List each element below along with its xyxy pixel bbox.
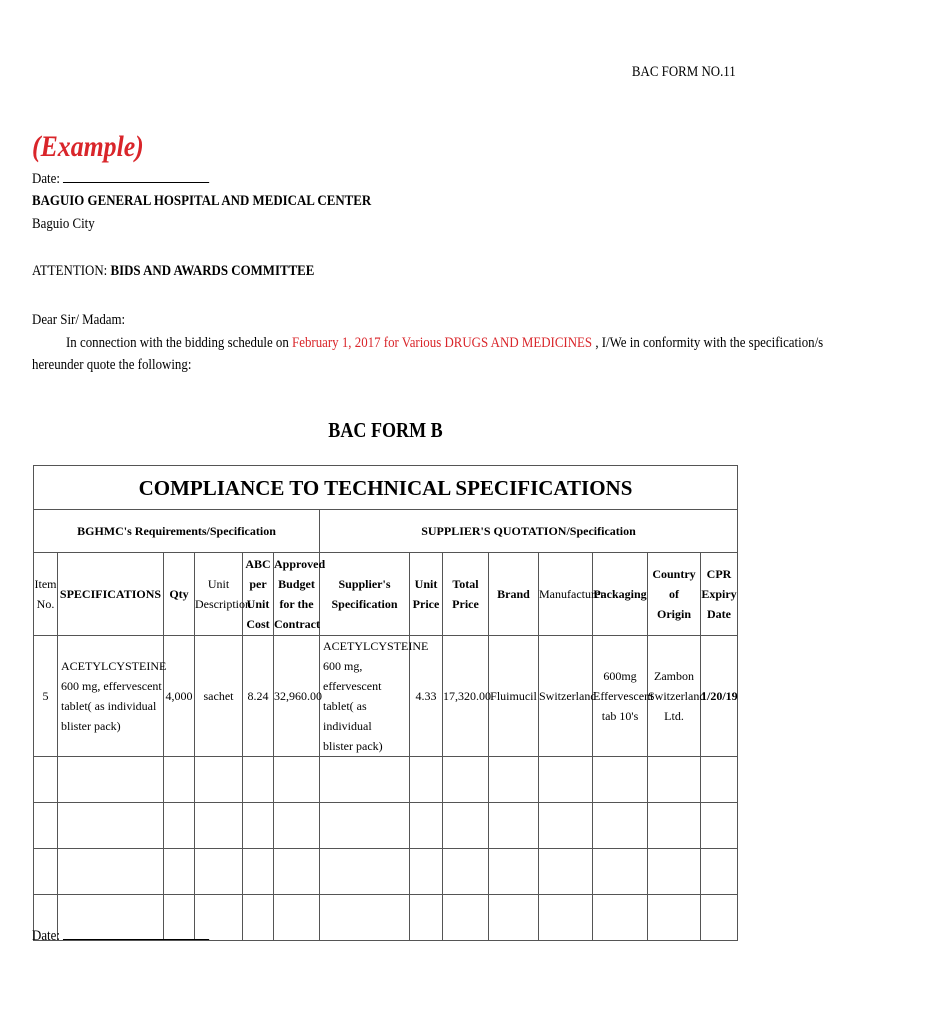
form-title: BAC FORM B [327, 418, 443, 442]
cell-specifications: ACETYLCYSTEINE 600 mg, effervescent tablet( as individual blister pack) [58, 636, 164, 757]
city: Baguio City [32, 216, 95, 232]
group-header-supplier: SUPPLIER'S QUOTATION/Specification [320, 510, 738, 553]
table-row-empty [34, 803, 738, 849]
paragraph-line-2: hereunder quote the following: [32, 357, 192, 373]
header-manufacturer: Manufacturer [539, 553, 593, 636]
header-unit-description: Unit Description [195, 553, 243, 636]
cell-unit-description: sachet [195, 636, 243, 757]
header-country-of-origin: Country of Origin [648, 553, 701, 636]
cell-qty: 4,000 [164, 636, 195, 757]
date-blank [63, 927, 209, 940]
attention-value: BIDS AND AWARDS COMMITTEE [110, 263, 315, 279]
attention-line [32, 263, 360, 280]
paragraph-line-1 [66, 335, 946, 352]
date-blank [63, 170, 209, 183]
cell-approved-budget: 32,960.00 [274, 636, 320, 757]
cell-cpr-expiry-date: 1/20/19 [701, 636, 738, 757]
header-packaging: Packaging [593, 553, 648, 636]
header-approved-budget: Approved Budget for the Contract [274, 553, 320, 636]
header-cpr-expiry-date: CPR Expiry Date [701, 553, 738, 636]
hospital-name: BAGUIO GENERAL HOSPITAL AND MEDICAL CENTER [32, 193, 372, 209]
header-unit-price: Unit Price [410, 553, 443, 636]
header-abc-per-unit-cost: ABC per Unit Cost [243, 553, 274, 636]
header-supplier-specification: Supplier's Specification [320, 553, 410, 636]
bidding-schedule-highlight: February 1, 2017 for Various DRUGS AND MEDICINES [292, 335, 593, 351]
header-total-price: Total Price [443, 553, 489, 636]
salutation: Dear Sir/ Madam: [32, 312, 126, 328]
date-label: Date: [32, 928, 60, 944]
table-row-empty [34, 849, 738, 895]
compliance-table [33, 465, 738, 941]
example-label: (Example) [32, 130, 144, 163]
header-qty: Qty [164, 553, 195, 636]
cell-item-no: 5 [34, 636, 58, 757]
header-specifications: SPECIFICATIONS [58, 553, 164, 636]
cell-abc: 8.24 [243, 636, 274, 757]
table-title: COMPLIANCE TO TECHNICAL SPECIFICATIONS [34, 466, 738, 510]
cell-country-of-origin: Zambon Switzerland Ltd. [648, 636, 701, 757]
date-line-top [32, 170, 238, 188]
header-item-no: Item No. [34, 553, 58, 636]
paragraph-text: In connection with the bidding schedule on [66, 335, 293, 351]
paragraph-text: , I/We in conformity with the specification/s [592, 335, 824, 351]
form-number: BAC FORM NO.11 [632, 64, 736, 80]
table-row-empty [34, 757, 738, 803]
cell-unit-price: 4.33 [410, 636, 443, 757]
cell-packaging: 600mg Effervescent tab 10's [593, 636, 648, 757]
cell-manufacturer: Switzerland [539, 636, 593, 757]
group-header-requirements: BGHMC's Requirements/Specification [34, 510, 320, 553]
date-line-bottom [32, 927, 238, 945]
table-row [34, 636, 738, 757]
cell-supplier-specification: ACETYLCYSTEINE 600 mg, effervescent tablet( as individual blister pack) [320, 636, 410, 757]
attention-label: ATTENTION: [32, 263, 108, 279]
cell-brand: Fluimucil [489, 636, 539, 757]
header-brand: Brand [489, 553, 539, 636]
date-label: Date: [32, 171, 60, 187]
cell-total-price: 17,320.00 [443, 636, 489, 757]
